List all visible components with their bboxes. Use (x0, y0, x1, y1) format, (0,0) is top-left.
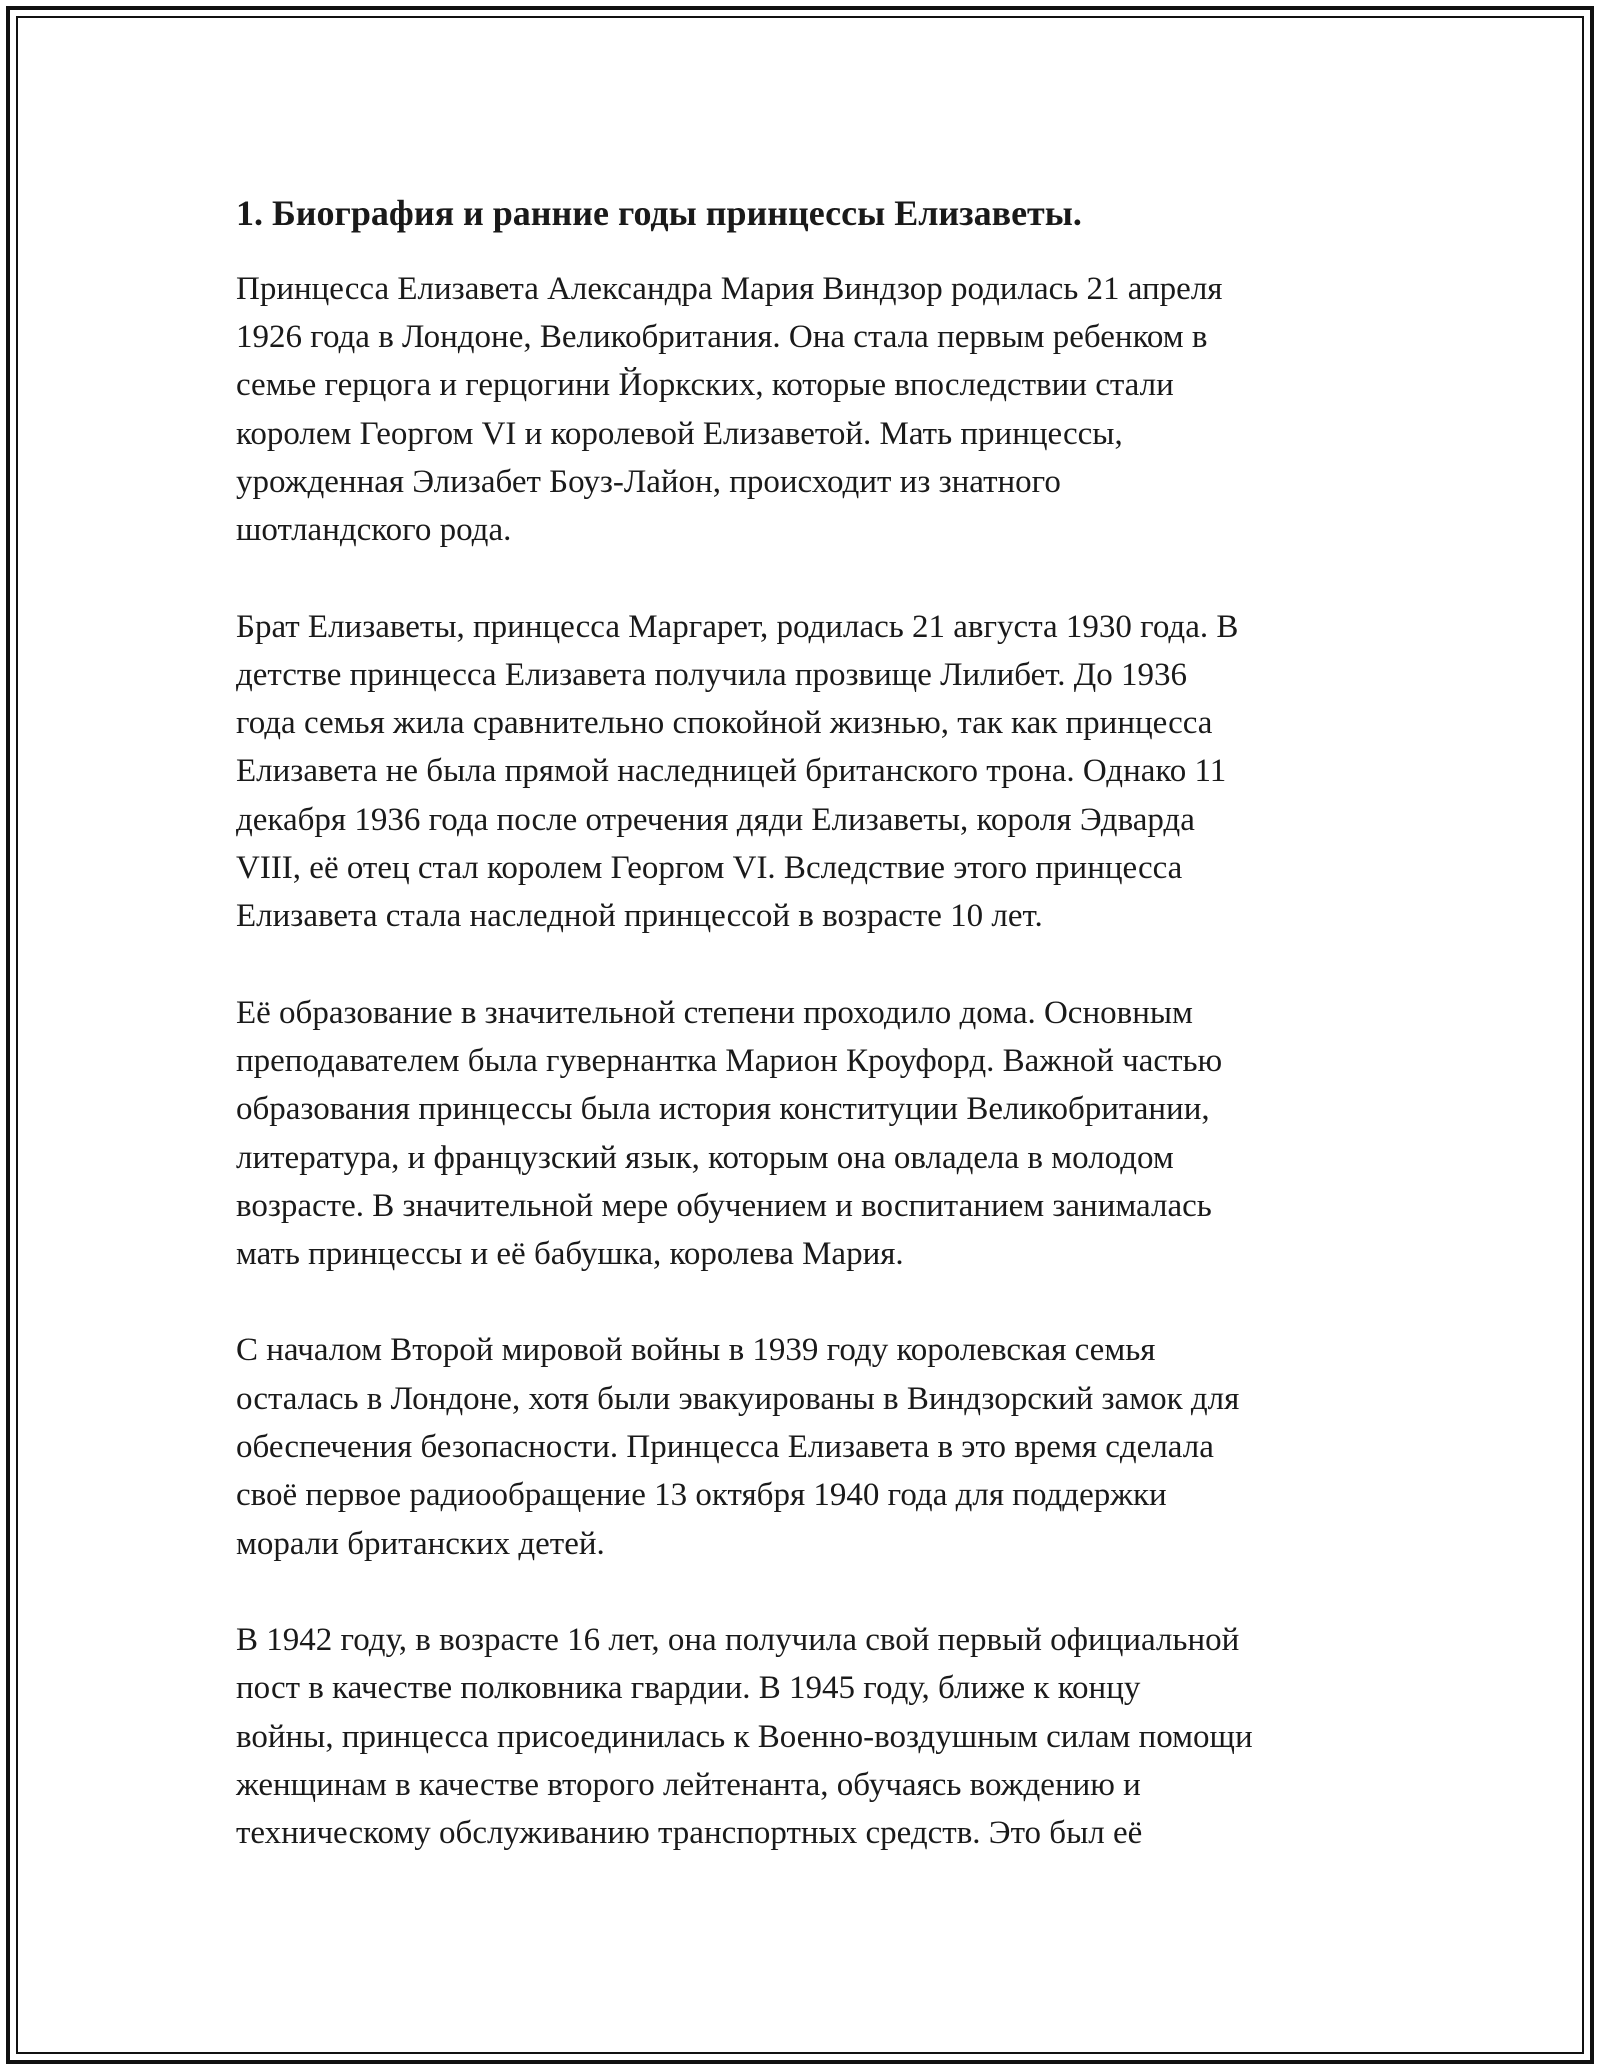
text-line: войны, принцесса присоединилась к Военно-воздушным силам помощи (236, 1718, 1253, 1755)
text-line: урожденная Элизабет Боуз-Лайон, происходит из знатного (236, 463, 1061, 500)
text-line: 1926 года в Лондоне, Великобритания. Она стала первым ребенком в (236, 319, 1208, 356)
text-line: С началом Второй мировой войны в 1939 году королевская семья (236, 1332, 1156, 1369)
text-line: шотландского рода. (236, 512, 512, 549)
text-line: детстве принцесса Елизавета получила прозвище Лилибет. До 1936 (236, 656, 1187, 693)
text-line: осталась в Лондоне, хотя были эвакуированы в Виндзорский замок для (236, 1380, 1240, 1417)
paragraph (236, 1326, 1386, 1567)
text-line: VIII, её отец стал королем Георгом VI. Вследствие этого принцесса (236, 850, 1183, 887)
paragraph (236, 1616, 1386, 1857)
text-line: пост в качестве полковника гвардии. В 1945 году, ближе к концу (236, 1670, 1141, 1707)
paragraph-list (236, 265, 1386, 1858)
section-heading: 1. Биография и ранние годы принцессы Елизаветы. (236, 193, 1082, 233)
paragraph (236, 603, 1386, 941)
text-line: В 1942 году, в возрасте 16 лет, она получила свой первый официальной (236, 1621, 1240, 1658)
paragraph (236, 989, 1386, 1279)
text-line: года семья жила сравнительно спокойной жизнью, так как принцесса (236, 705, 1213, 742)
text-line: Принцесса Елизавета Александра Мария Виндзор родилась 21 апреля (236, 270, 1223, 307)
text-line: Брат Елизаветы, принцесса Маргарет, родилась 21 августа 1930 года. В (236, 608, 1239, 645)
text-line: мать принцессы и её бабушка, королева Мария. (236, 1236, 904, 1273)
paragraph (236, 265, 1386, 555)
text-line: литература, и французский язык, которым она овладела в молодом (236, 1139, 1174, 1176)
document-body (236, 190, 1386, 1857)
text-line: морали британских детей. (236, 1525, 605, 1562)
text-line: Елизавета стала наследной принцессой в возрасте 10 лет. (236, 898, 1043, 935)
text-line: обеспечения безопасности. Принцесса Елизавета в это время сделала (236, 1429, 1214, 1466)
text-line: королем Георгом VI и королевой Елизаветой. Мать принцессы, (236, 415, 1123, 452)
text-line: техническому обслуживанию транспортных средств. Это был её (236, 1815, 1143, 1852)
text-line: Елизавета не была прямой наследницей британского трона. Однако 11 (236, 753, 1227, 790)
text-line: возрасте. В значительной мере обучением и воспитанием занималась (236, 1187, 1212, 1224)
text-line: семье герцога и герцогини Йоркских, которые впоследствии стали (236, 367, 1174, 404)
text-line: женщинам в качестве второго лейтенанта, обучаясь вождению и (236, 1766, 1141, 1803)
text-line: своё первое радиообращение 13 октября 1940 года для поддержки (236, 1477, 1167, 1514)
text-line: образования принцессы была история конституции Великобритании, (236, 1091, 1210, 1128)
text-line: декабря 1936 года после отречения дяди Елизаветы, короля Эдварда (236, 801, 1195, 838)
text-line: преподавателем была гувернантка Марион Кроуфорд. Важной частью (236, 1042, 1223, 1079)
text-line: Её образование в значительной степени проходило дома. Основным (236, 994, 1193, 1031)
